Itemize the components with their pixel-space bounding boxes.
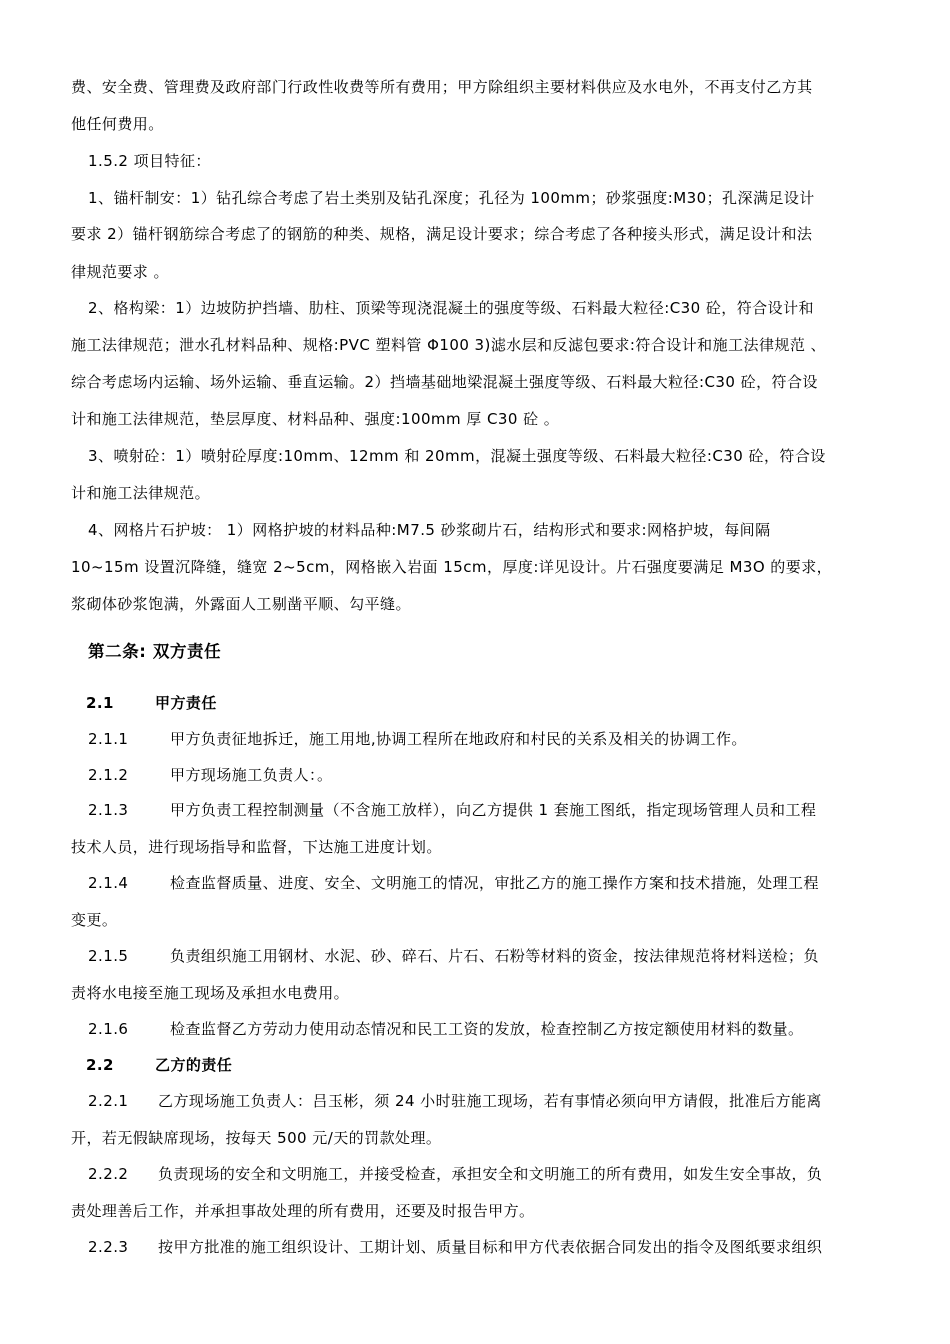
item-223-line-1: 按甲方批准的施工组织设计、工期计划、质量目标和甲方代表依据合同发出的指令及图纸要求组织 xyxy=(158,1238,823,1256)
item-214-number: 2.1.4 xyxy=(88,874,129,892)
item-214-line-1: 检查监督质量、进度、安全、文明施工的情况，审批乙方的施工操作方案和技术措施，处理工程 xyxy=(170,874,819,892)
item-216-line-1: 检查监督乙方劳动力使用动态情况和民工工资的发放，检查控制乙方按定额使用材料的数量。 xyxy=(170,1020,804,1038)
intro-line-1: 费、安全费、管理费及政府部门行政性收费等所有费用；甲方除组织主要材料供应及水电外，不再支付乙方其 xyxy=(71,78,813,96)
item-213-number: 2.1.3 xyxy=(88,801,129,819)
feature2-line-3: 综合考虑场内运输、场外运输、垂直运输。2）挡墙基础地梁混凝土强度等级、石料最大粒径:C30 砼，符合设 xyxy=(71,373,818,391)
item-222-number: 2.2.2 xyxy=(88,1165,129,1183)
section-152-title: 1.5.2 项目特征： xyxy=(88,152,211,170)
sec21-title: 甲方责任 xyxy=(155,694,217,712)
feature1-line-1: 1、锚杆制安：1）钻孔综合考虑了岩土类别及钻孔深度；孔径为 100mm；砂浆强度:M30；孔深满足设计 xyxy=(88,189,815,207)
sec21-number: 2.1 xyxy=(86,694,114,712)
feature1-line-3: 律规范要求 。 xyxy=(71,263,169,281)
sec22-title: 乙方的责任 xyxy=(155,1056,233,1074)
item-222-line-2: 责处理善后工作，并承担事故处理的所有费用，还要及时报告甲方。 xyxy=(71,1202,535,1220)
item-211-number: 2.1.1 xyxy=(88,730,129,748)
item-215-line-2: 责将水电接至施工现场及承担水电费用。 xyxy=(71,984,350,1002)
item-216-number: 2.1.6 xyxy=(88,1020,129,1038)
item-215-number: 2.1.5 xyxy=(88,947,129,965)
feature2-line-4: 计和施工法律规范，垫层厚度、材料品种、强度:100mm 厚 C30 砼 。 xyxy=(71,410,560,428)
item-214-line-2: 变更。 xyxy=(71,911,118,929)
feature2-line-1: 2、格构梁：1）边坡防护挡墙、肋柱、顶梁等现浇混凝土的强度等级、石料最大粒径:C30 砼，符合设计和 xyxy=(88,299,814,317)
item-222-line-1: 负责现场的安全和文明施工，并接受检查，承担安全和文明施工的所有费用，如发生安全事故，负 xyxy=(158,1165,823,1183)
feature3-line-2: 计和施工法律规范。 xyxy=(71,484,211,502)
item-221-line-2: 开，若无假缺席现场，按每天 500 元/天的罚款处理。 xyxy=(71,1129,442,1147)
feature1-line-2: 要求 2）锚杆钢筋综合考虑了的钢筋的种类、规格，满足设计要求；综合考虑了各种接头形式，满足设计和法 xyxy=(71,225,813,243)
item-215-line-1: 负责组织施工用钢材、水泥、砂、碎石、片石、石粉等材料的资金，按法律规范将材料送检；负 xyxy=(170,947,819,965)
feature4-line-2: 10~15m 设置沉降缝，缝宽 2~5cm，网格嵌入岩面 15cm，厚度:详见设计。片石强度要满足 M3O 的要求， xyxy=(71,558,833,576)
item-221-number: 2.2.1 xyxy=(88,1092,129,1110)
item-212-number: 2.1.2 xyxy=(88,766,129,784)
item-221-line-1: 乙方现场施工负责人：吕玉彬，须 24 小时驻施工现场，若有事情必须向甲方请假，批准后方能离 xyxy=(158,1092,822,1110)
item-213-line-1: 甲方负责工程控制测量（不含施工放样），向乙方提供 1 套施工图纸，指定现场管理人员和工程 xyxy=(170,801,817,819)
sec22-number: 2.2 xyxy=(86,1056,114,1074)
intro-line-2: 他任何费用。 xyxy=(71,115,164,133)
feature4-line-1: 4、网格片石护坡： 1）网格护坡的材料品种:M7.5 砂浆砌片石，结构形式和要求:网格护坡，每间隔 xyxy=(88,521,771,539)
item-211-line-1: 甲方负责征地拆迁，施工用地,协调工程所在地政府和村民的关系及相关的协调工作。 xyxy=(170,730,747,748)
item-212-line-1: 甲方现场施工负责人：。 xyxy=(170,766,333,784)
feature2-line-2: 施工法律规范；泄水孔材料品种、规格:PVC 塑料管 Φ100 3)滤水层和反滤包要求:符合设计和施工法律规范 、 xyxy=(71,336,826,354)
feature4-line-3: 浆砌体砂浆饱满，外露面人工剔凿平顺、勾平缝。 xyxy=(71,595,411,613)
article2-heading: 第二条: 双方责任 xyxy=(88,642,222,661)
item-213-line-2: 技术人员，进行现场指导和监督，下达施工进度计划。 xyxy=(71,838,442,856)
item-223-number: 2.2.3 xyxy=(88,1238,129,1256)
feature3-line-1: 3、喷射砼：1）喷射砼厚度:10mm、12mm 和 20mm，混凝土强度等级、石料最大粒径:C30 砼，符合设 xyxy=(88,447,826,465)
